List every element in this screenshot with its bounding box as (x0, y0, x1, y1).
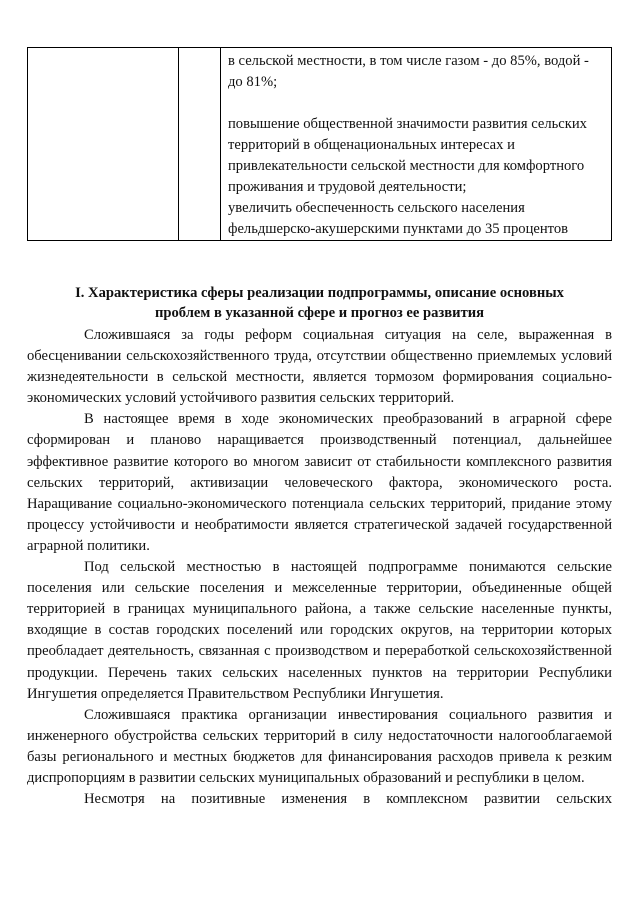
cell-line-4: увеличить обеспеченность сельского населения фельдшерско-акушерскими пунктами до 35 процентов (228, 200, 569, 237)
table-row (28, 48, 612, 241)
section-heading (27, 283, 612, 323)
heading-line-2: проблем в указанной сфере и прогноз ее развития (154, 305, 485, 321)
heading-line-1: I. Характеристика сферы реализации подпрограммы, описание основных (75, 285, 564, 301)
paragraph-5: Несмотря на позитивные изменения в комплексном развитии сельских (84, 791, 612, 808)
program-table (27, 47, 612, 241)
paragraph-3: Под сельской местностью в настоящей подпрограмме понимаются сельские поселения или сельские поселения и межселенные территории, объединенные общей территорией в границах муниципального района, а также сельские населенные пункты, входящие в состав городских поселений или городских округов, на территории которых преобладает деятельность, связанная с производством и переработкой сельскохозяйственной продукции. Перечень таких сельских населенных пунктов на территории Республики Ингушетия определяется Правительством Республики Ингушетия. (27, 559, 612, 702)
table-cell-empty-2 (179, 48, 221, 241)
table-cell-text (221, 48, 612, 241)
cell-line-3: повышение общественной значимости развития сельских территорий в общенациональных интересах и привлекательности сельской местности для комфортного проживания и трудовой деятельности; (228, 116, 587, 195)
paragraph-2: В настоящее время в ходе экономических преобразований в аграрной сфере сформирован и планово наращивается производственный потенциал, дальнейшее эффективное развитие которого во многом зависит от стабильности комплексного развития сельских территорий, активизации человеческого фактора, экономического роста. Наращивание социально-экономического потенциала сельских территорий, придание этому процессу устойчивости и необратимости является стратегической задачей государственной аграрной политики. (27, 411, 612, 554)
cell-gap (228, 93, 605, 114)
body-text (27, 325, 612, 810)
paragraph-4: Сложившаяся практика организации инвестирования социального развития и инженерного обустройства сельских территорий в силу недостаточности налогооблагаемой базы регионального и местных бюджетов для финансирования расходов привела к резким диспропорциям в развитии сельских муниципальных образований и республики в целом. (27, 706, 612, 786)
table-cell-empty-1 (28, 48, 179, 241)
paragraph-1: Сложившаяся за годы реформ социальная ситуация на селе, выраженная в обесценивании сельскохозяйственного труда, отсутствии общественно приемлемых условий жизнедеятельности в сельской местности, является тормозом формирования социально-экономических условий устойчивого развития сельских территорий. (27, 327, 612, 407)
cell-line-1: в сельской местности, в том числе газом - до 85%, водой - до 81%; (228, 53, 589, 90)
